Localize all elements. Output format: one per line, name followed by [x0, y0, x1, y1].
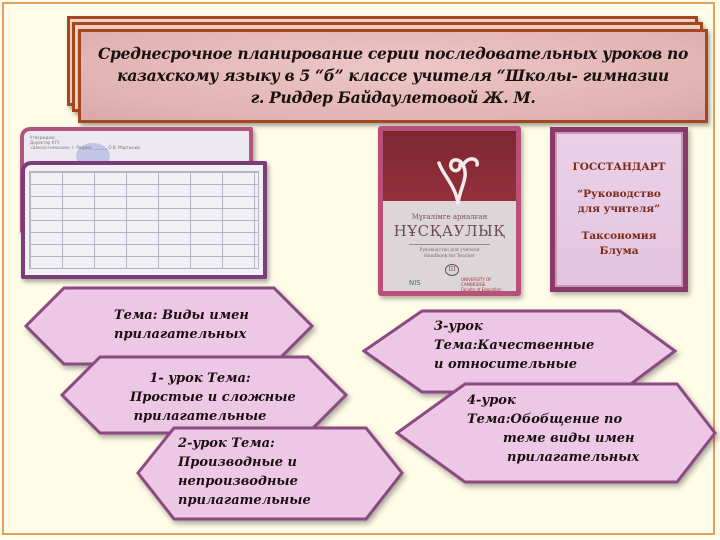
lesson-3-line-2: Тема:Качественные: [434, 338, 595, 353]
lesson-2-line-4: прилагательные: [178, 493, 311, 508]
book-small-line-2: Handbook for Teacher: [423, 254, 476, 259]
topic-main-line-1: Тема: Виды имен: [114, 308, 249, 323]
lesson-4-hexagon: [395, 381, 717, 485]
standards-line-1: ГОССТАНДАРТ: [572, 161, 666, 173]
lesson-2-line-3: непроизводные: [178, 474, 298, 489]
approval-line-2: Директор КГУ: [30, 140, 60, 145]
lesson-4-line-1: 4-урок: [467, 393, 516, 408]
cambridge-logo: UNIVERSITY OF CAMBRIDGE Faculty of Education: [461, 277, 502, 292]
lesson-3-line-3: и относительные: [434, 357, 578, 372]
lesson-4-line-4: прилагательных: [507, 450, 640, 465]
lesson-1-line-3: прилагательные: [133, 409, 267, 424]
standards-line-3: для учителя”: [577, 203, 661, 215]
topic-main-line-2: прилагательных: [114, 327, 247, 342]
lesson-3-line-1: 3-урок: [434, 319, 483, 334]
lesson-2-line-2: Производные и: [178, 455, 297, 470]
planning-table-image: [21, 161, 267, 279]
standards-box: [550, 127, 688, 292]
book-small-line-1: Руководство для учителя: [419, 248, 480, 253]
teacher-handbook-image: [378, 126, 521, 296]
lesson-2-line-1: 2-урок Тема:: [178, 436, 275, 451]
approval-line-1: Утверждаю:: [30, 135, 56, 140]
title-card: [78, 29, 708, 123]
standards-line-4: Таксономия: [581, 230, 657, 242]
title-line-2: казахскому языку в 5 “б” классе учителя “Школы- гимназии: [117, 66, 669, 85]
approval-line-3: «Школа-гимназия» г. Риддер _______ О.В. Мартынюк: [30, 145, 141, 150]
book-subtitle: Мұғалімге арналған: [411, 213, 488, 221]
topic-main-hexagon: [24, 286, 314, 366]
lesson-1-line-2: Простые и сложные: [130, 390, 296, 405]
volume-badge: III: [445, 264, 459, 276]
nis-logo: NIS: [409, 279, 421, 287]
lesson-4-line-3: теме виды имен: [503, 431, 635, 446]
book-title: НҰСҚАУЛЫҚ: [393, 222, 506, 240]
ornament-icon: [433, 145, 483, 205]
title-line-1: Среднесрочное планирование серии последовательных уроков по: [98, 44, 688, 63]
lesson-1-hexagon: [60, 355, 348, 435]
lesson-4-line-2: Тема:Обобщение по: [467, 412, 623, 427]
lesson-1-line-1: 1- урок Тема:: [149, 371, 251, 386]
lesson-2-hexagon: [136, 426, 404, 521]
table-grid: [29, 171, 259, 269]
title-line-3: г. Риддер Байдаулетовой Ж. М.: [250, 88, 536, 107]
standards-line-2: “Руководство: [577, 188, 661, 200]
standards-line-5: Блума: [599, 245, 639, 257]
